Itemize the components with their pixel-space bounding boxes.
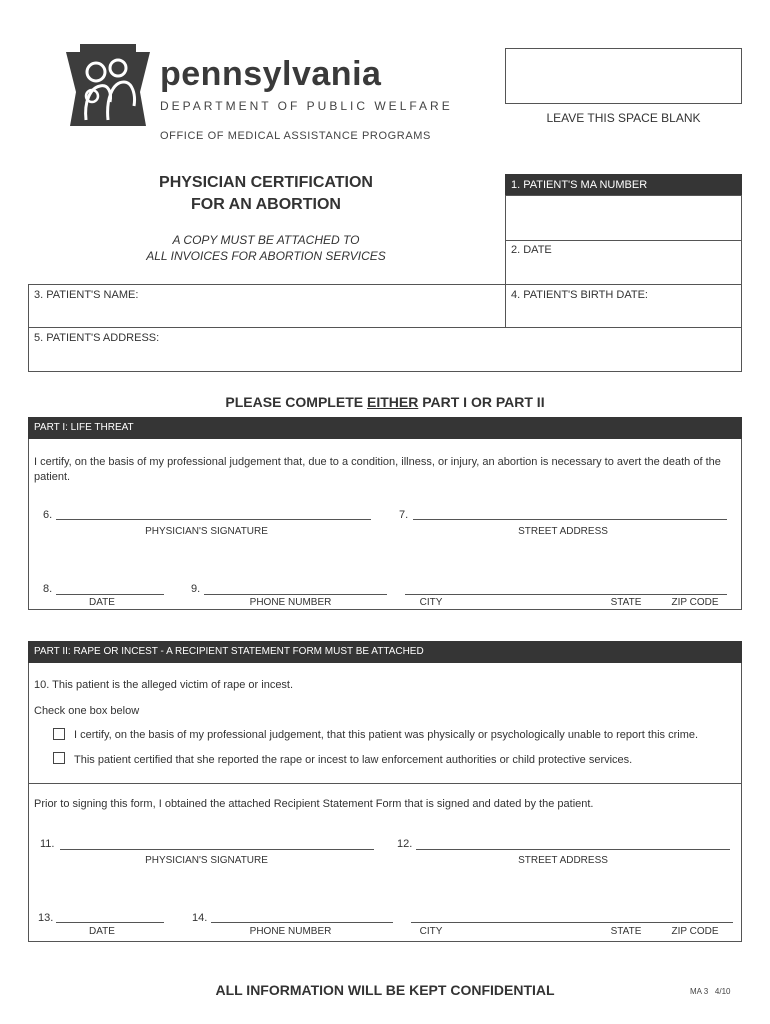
subtitle-line1: A COPY MUST BE ATTACHED TO bbox=[172, 233, 360, 247]
state-name: pennsylvania bbox=[160, 55, 382, 93]
patient-name-label: 3. PATIENT'S NAME: bbox=[34, 289, 139, 301]
date-label: 2. DATE bbox=[511, 244, 552, 256]
physician-signature-line-6[interactable] bbox=[56, 519, 371, 520]
part1-certification-text: I certify, on the basis of my professional judgement that, due to a condition, illness, or injury, an abortion is necessary to avert the death of the patient. bbox=[34, 456, 721, 483]
item-9-number: 9. bbox=[191, 583, 201, 595]
office-use-box bbox=[505, 48, 742, 104]
item-14-number: 14. bbox=[192, 912, 208, 924]
city-state-zip-line-9[interactable] bbox=[405, 594, 727, 595]
city-state-zip-line-14[interactable] bbox=[411, 922, 733, 923]
complete-either-instruction bbox=[28, 394, 742, 410]
phone-caption-9: PHONE NUMBER bbox=[249, 597, 332, 608]
ma-number-label: 1. PATIENT'S MA NUMBER bbox=[505, 174, 742, 196]
street-address-caption-12: STREET ADDRESS bbox=[518, 855, 608, 866]
physician-signature-caption-6: PHYSICIAN'S SIGNATURE bbox=[145, 526, 268, 537]
date-line-8[interactable] bbox=[56, 594, 164, 595]
part2-header: PART II: RAPE OR INCEST - A RECIPIENT STATEMENT FORM MUST BE ATTACHED bbox=[28, 641, 742, 663]
part1-header: PART I: LIFE THREAT bbox=[28, 417, 742, 439]
date-caption-13: DATE bbox=[89, 926, 115, 937]
item-8-number: 8. bbox=[43, 583, 53, 595]
leave-blank-note: LEAVE THIS SPACE BLANK bbox=[546, 111, 701, 125]
reported-crime-checkbox[interactable] bbox=[53, 752, 65, 764]
item-11-number: 11. bbox=[40, 838, 55, 850]
phone-line-14[interactable] bbox=[211, 922, 393, 923]
instruction-before: PLEASE COMPLETE bbox=[225, 394, 367, 410]
state-caption-9: STATE bbox=[610, 597, 642, 608]
item-12-number: 12. bbox=[397, 838, 413, 850]
item-10-text: 10. This patient is the alleged victim of rape or incest. bbox=[34, 679, 294, 691]
item-6-number: 6. bbox=[43, 509, 53, 521]
unable-to-report-label: I certify, on the basis of my professional judgement, that this patient was physically or psychologically unable to report this crime. bbox=[74, 729, 699, 741]
phone-caption-14: PHONE NUMBER bbox=[249, 926, 332, 937]
ma-number-field[interactable] bbox=[505, 195, 742, 241]
street-address-caption-7: STREET ADDRESS bbox=[518, 526, 608, 537]
street-address-line-12[interactable] bbox=[416, 849, 730, 850]
instruction-after: PART I OR PART II bbox=[418, 394, 545, 410]
city-caption-9: CITY bbox=[419, 597, 443, 608]
department-name: DEPARTMENT OF PUBLIC WELFARE bbox=[160, 99, 453, 113]
birth-date-label: 4. PATIENT'S BIRTH DATE: bbox=[511, 289, 648, 301]
part2-divider bbox=[28, 783, 742, 784]
instruction-either: EITHER bbox=[366, 394, 419, 410]
city-caption-14: CITY bbox=[419, 926, 443, 937]
form-code: MA 3 4/10 bbox=[690, 987, 731, 996]
form-title-line2: FOR AN ABORTION bbox=[191, 196, 341, 213]
check-one-instruction: Check one box below bbox=[34, 705, 140, 717]
state-caption-14: STATE bbox=[610, 926, 642, 937]
office-name: OFFICE OF MEDICAL ASSISTANCE PROGRAMS bbox=[160, 130, 431, 142]
street-address-line-7[interactable] bbox=[413, 519, 727, 520]
phone-line-9[interactable] bbox=[204, 594, 387, 595]
zip-caption-9: ZIP CODE bbox=[671, 597, 719, 608]
physician-signature-caption-11: PHYSICIAN'S SIGNATURE bbox=[145, 855, 268, 866]
prior-to-signing-text: Prior to signing this form, I obtained the attached Recipient Statement Form that is signed and dated by the patient. bbox=[34, 798, 594, 810]
confidential-notice: ALL INFORMATION WILL BE KEPT CONFIDENTIAL bbox=[215, 982, 555, 998]
form-title-line1: PHYSICIAN CERTIFICATION bbox=[159, 174, 373, 191]
part1-section bbox=[28, 417, 742, 610]
patient-address-label: 5. PATIENT'S ADDRESS: bbox=[34, 332, 160, 344]
pa-keystone-logo bbox=[66, 44, 150, 126]
date-caption-8: DATE bbox=[89, 597, 115, 608]
subtitle-line2: ALL INVOICES FOR ABORTION SERVICES bbox=[146, 249, 386, 263]
date-line-13[interactable] bbox=[56, 922, 164, 923]
reported-crime-label: This patient certified that she reported the rape or incest to law enforcement authorities or child protective services. bbox=[74, 754, 633, 766]
item-13-number: 13. bbox=[38, 912, 54, 924]
item-7-number: 7. bbox=[399, 509, 409, 521]
unable-to-report-checkbox[interactable] bbox=[53, 728, 65, 740]
physician-signature-line-11[interactable] bbox=[60, 849, 374, 850]
zip-caption-14: ZIP CODE bbox=[671, 926, 719, 937]
